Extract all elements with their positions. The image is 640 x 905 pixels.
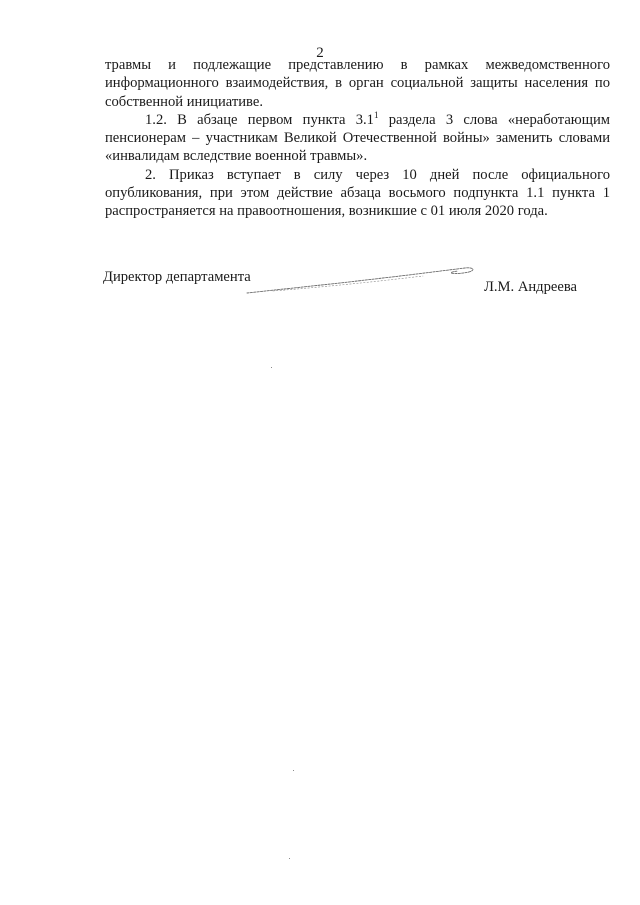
scan-speck <box>293 770 294 771</box>
paragraph-effective-date: 2. Приказ вступает в силу через 10 дней после официального опубликования, при этом действие абзаца восьмого подпункта 1.1 пункта 1 распространяется на правоотношения, возникшие с 01 июля 2020 года. <box>105 166 610 220</box>
document-body <box>105 56 610 221</box>
signature-block <box>103 262 583 302</box>
scan-speck <box>289 858 290 859</box>
page-number: 2 <box>316 45 324 61</box>
signatory-name: Л.М. Андреева <box>484 279 578 295</box>
paragraph-continuation: травмы и подлежащие представлению в рамках межведомственного информационного взаимодействия, в орган социальной защиты населения по собственной инициативе. <box>105 57 610 110</box>
superscript-index: 1 <box>373 110 379 121</box>
amendment-text-end: раздела 3 слова «неработающим пенсионерам – участникам Великой Отечественной войны» заменить словами «инвалидам вследствие военной травмы». <box>105 111 610 165</box>
paragraph-amendment <box>105 111 610 166</box>
signatory-position: Директор департамента <box>103 269 251 285</box>
amendment-text-start: 1.2. В абзаце первом пункта 3.1 <box>145 111 374 128</box>
handwritten-signature <box>243 262 483 298</box>
scan-speck <box>271 367 272 368</box>
